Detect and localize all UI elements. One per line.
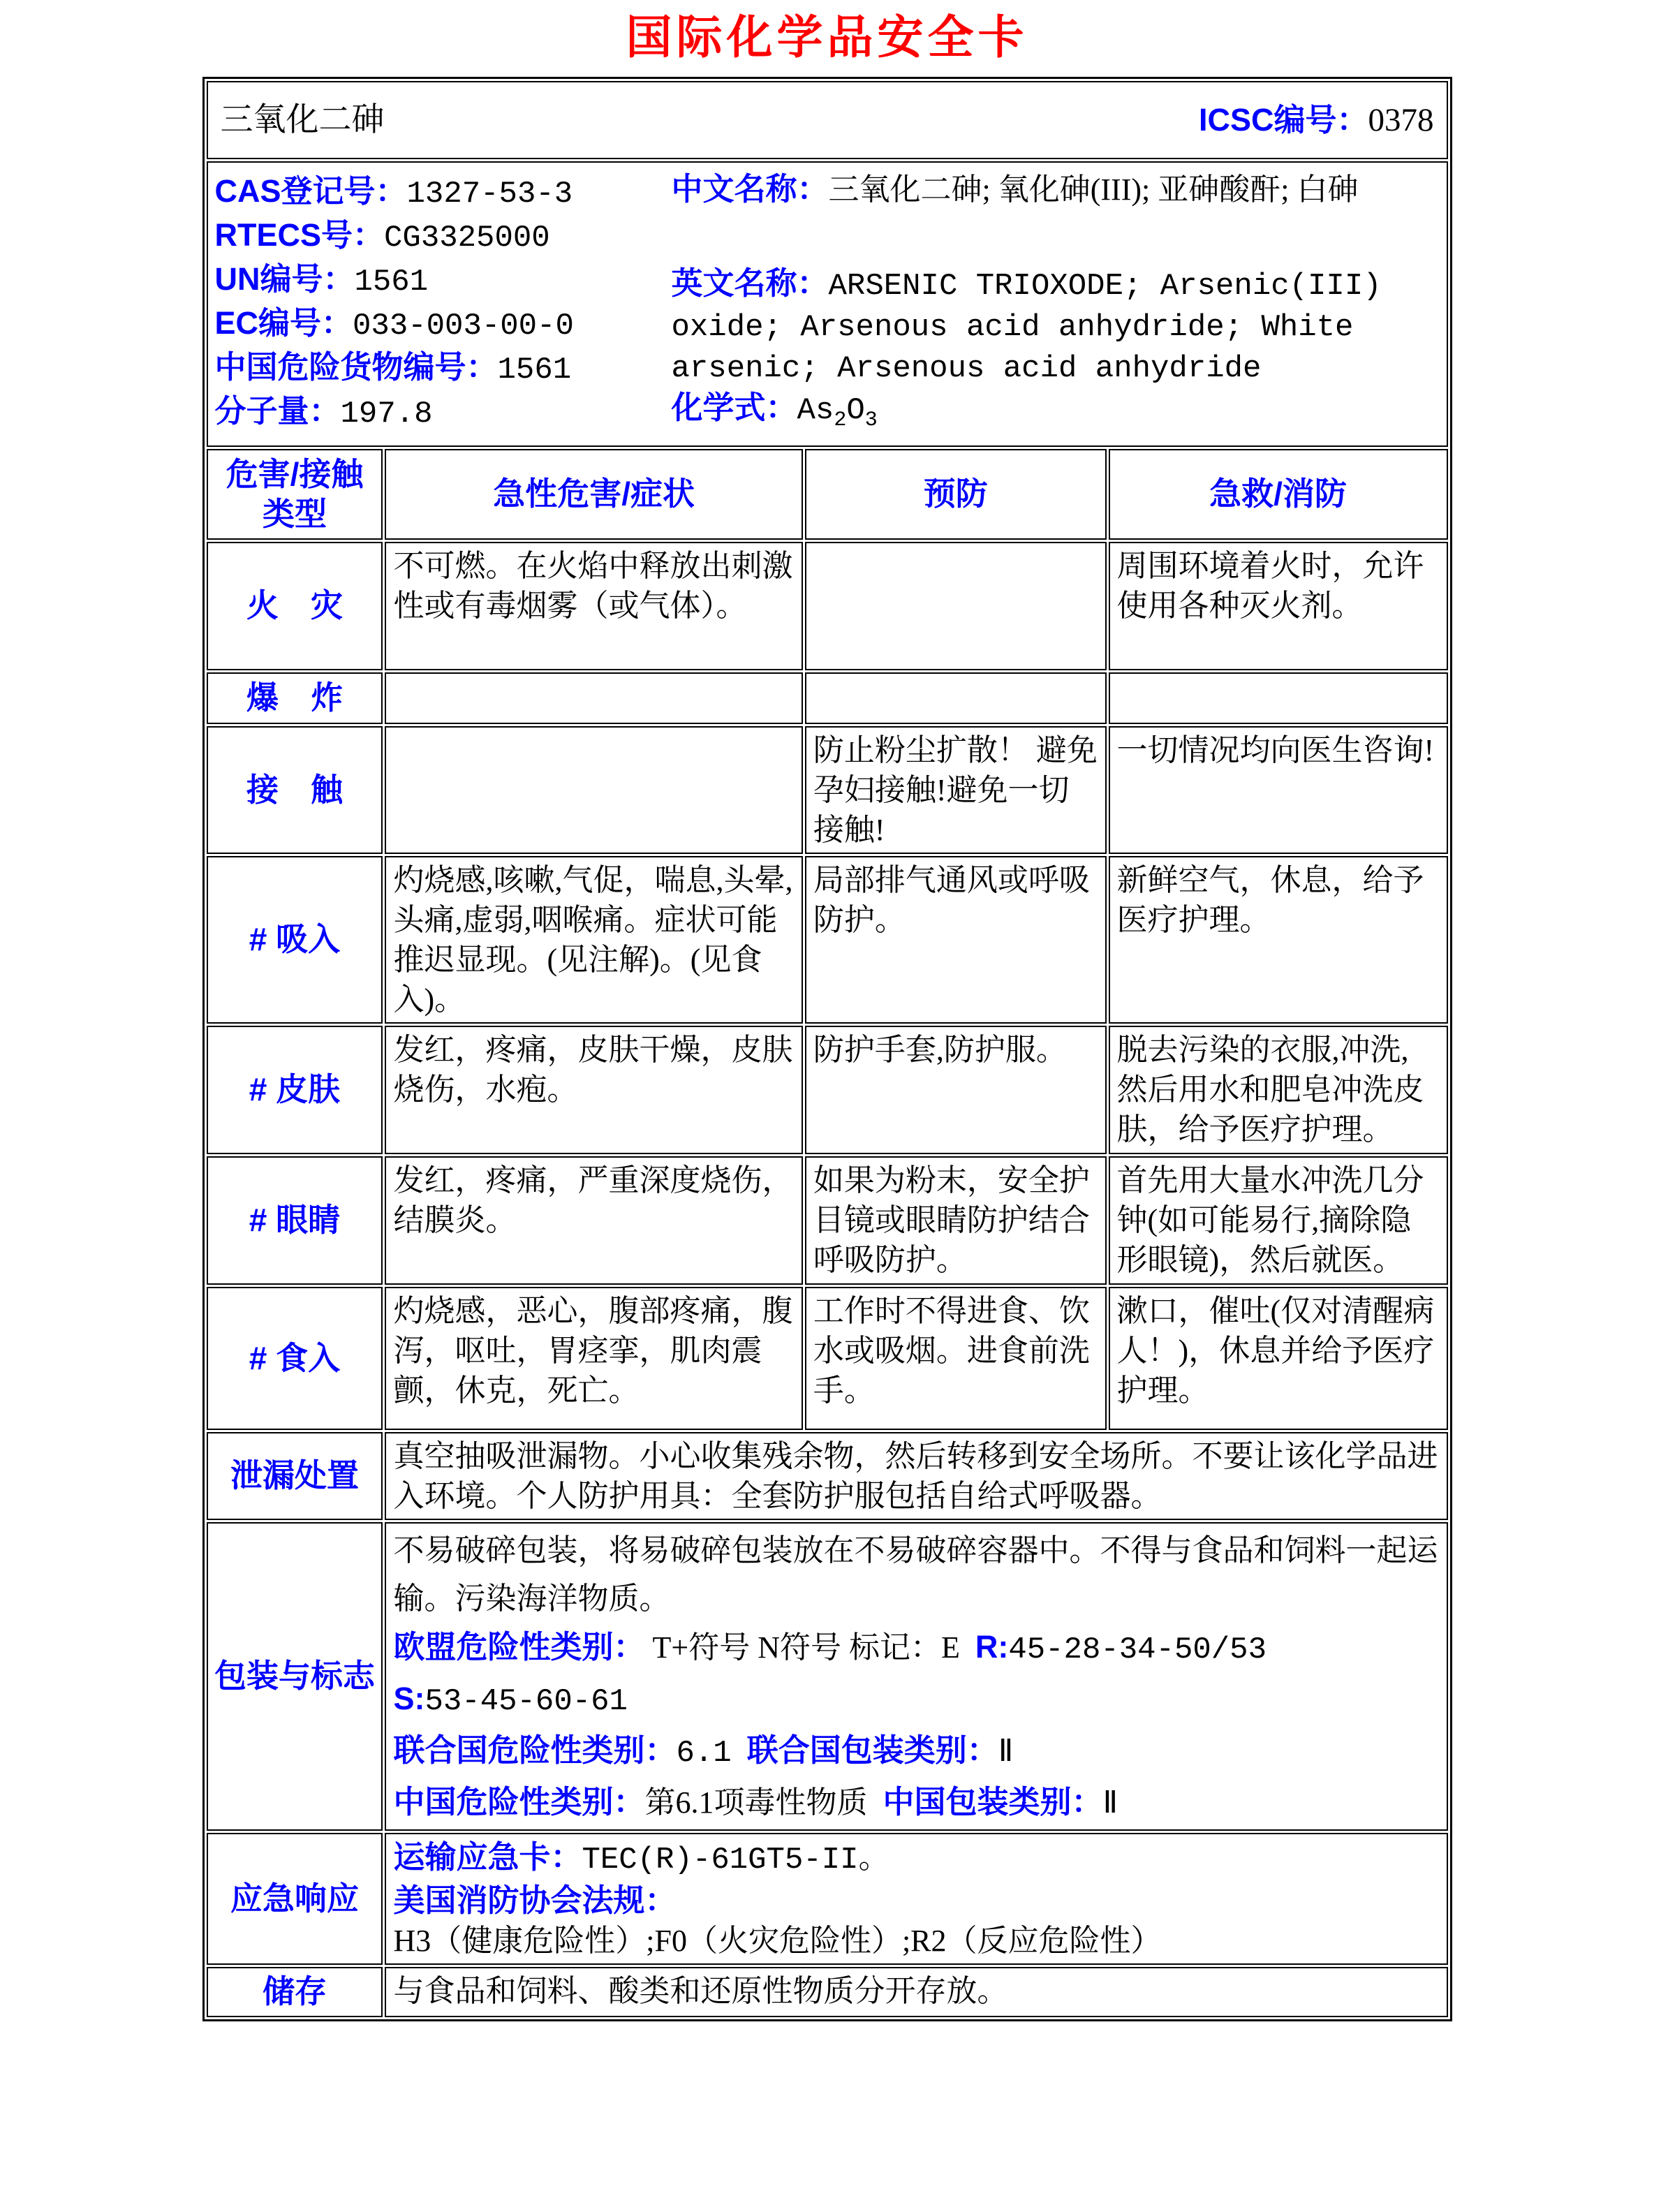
nfpa-code-label: 美国消防协会法规： (393, 1882, 677, 1918)
table-row-packaging-labeling (207, 1522, 1448, 1831)
ingestion-symptoms: 灼烧感，恶心，腹部疼痛，腹泻，呕吐，胃痉挛，肌肉震颤，休克，死亡。 (385, 1287, 802, 1430)
eyes-first-aid: 首先用大量水冲洗几分钟(如可能易行,摘除隐形眼镜)，然后就医。 (1109, 1156, 1448, 1285)
s-phrases-label: S: (393, 1680, 425, 1716)
header-prevention: 预防 (805, 449, 1107, 540)
skin-first-aid: 脱去污染的衣服,冲洗,然后用水和肥皂冲洗皮肤，给予医疗护理。 (1109, 1026, 1448, 1154)
storage-text: 与食品和饲料、酸类和还原性物质分开存放。 (385, 1967, 1447, 2017)
emergency-response-cell (385, 1833, 1447, 1965)
un-number-value: 1561 (354, 264, 429, 300)
china-dg-number-line (215, 347, 645, 390)
fire-prevention (805, 542, 1107, 670)
eu-hazard-class-line (393, 1623, 1439, 1674)
inhalation-prevention: 局部排气通风或呼吸防护。 (805, 856, 1107, 1024)
molecular-weight-line (215, 391, 645, 434)
rtecs-number-label: RTECS号： (214, 216, 385, 253)
table-row-spill-disposal (207, 1432, 1448, 1520)
table-row-emergency-response (207, 1833, 1448, 1965)
un-class-line (393, 1726, 1439, 1778)
table-row-eyes (207, 1156, 1448, 1285)
chinese-name-value: 三氧化二砷; 氧化砷(III); 亚砷酸酐; 白砷 (828, 172, 1359, 207)
explosion-first-aid (1109, 672, 1448, 724)
spill-disposal-text: 真空抽吸泄漏物。小心收集残余物，然后转移到安全场所。不要让该化学品进入环境。个人防护用具：全套防护服包括自给式呼吸器。 (385, 1432, 1447, 1520)
ec-number-line (215, 303, 645, 346)
explosion-symptoms (385, 672, 802, 724)
row-label-explosion: 爆 炸 (207, 672, 383, 724)
rtecs-number-value: CG3325000 (384, 220, 550, 256)
chinese-name-label: 中文名称： (671, 171, 829, 207)
table-row-storage (207, 1967, 1448, 2017)
icsc-number-value: 0378 (1368, 102, 1434, 138)
header-first-aid: 急救/消防 (1109, 449, 1448, 540)
packaging-labeling-cell (385, 1522, 1447, 1831)
eyes-prevention: 如果为粉末，安全护目镜或眼睛防护结合呼吸防护。 (805, 1156, 1107, 1285)
rtecs-number-line (215, 215, 645, 258)
un-hazard-class-value: 6.1 (676, 1735, 732, 1771)
r-phrases-label: R: (975, 1628, 1009, 1665)
un-packing-group-value: Ⅱ (998, 1733, 1014, 1768)
table-row-skin (207, 1026, 1448, 1154)
row-label-inhalation: # 吸入 (207, 856, 383, 1024)
ec-number-value: 033-003-00-0 (353, 308, 574, 344)
icsc-number-label: ICSC编号： (1198, 102, 1368, 138)
molecular-weight-label: 分子量： (214, 392, 341, 429)
china-dg-number-value: 1561 (497, 352, 572, 388)
transport-emergency-card-label: 运输应急卡： (393, 1838, 582, 1875)
table-row-explosion (207, 672, 1448, 724)
r-phrases-value: 45-28-34-50/53 (1008, 1632, 1267, 1667)
table-row-exposure (207, 726, 1448, 854)
chinese-name-line (672, 170, 1442, 209)
eu-hazard-class-label: 欧盟危险性类别： (393, 1628, 645, 1665)
exposure-prevention: 防止粉尘扩散！ 避免孕妇接触!避免一切接触! (805, 726, 1107, 854)
chemical-formula-line (672, 388, 1442, 440)
cas-number-line (215, 171, 645, 214)
identification-left-column (212, 168, 645, 440)
cas-number-label: CAS登记号： (214, 173, 407, 209)
cn-packing-group-value: Ⅱ (1102, 1785, 1118, 1820)
un-packing-group-label: 联合国包装类别： (746, 1732, 998, 1768)
identification-cell (207, 161, 1448, 447)
row-label-storage: 储存 (207, 1967, 383, 2017)
identification-right-column (645, 168, 1442, 440)
skin-symptoms: 发红，疼痛，皮肤干燥，皮肤烧伤，水疱。 (385, 1026, 802, 1154)
exposure-symptoms (385, 726, 802, 854)
molecular-weight-value: 197.8 (340, 396, 433, 432)
cn-class-line (393, 1778, 1439, 1827)
table-row-fire (207, 542, 1448, 670)
chemical-formula-label: 化学式： (671, 390, 797, 425)
identification-row (207, 161, 1448, 447)
card-header-cell (207, 81, 1448, 159)
english-name-value: ARSENIC TRIOXODE; Arsenic(III) oxide; Arsenous acid anhydride; White arsenic; Arsenous acid anhydride (671, 269, 1382, 386)
transport-emergency-card-line (393, 1837, 1439, 1880)
fire-symptoms: 不可燃。在火焰中释放出刺激性或有毒烟雾（或气体）。 (385, 542, 802, 670)
icsc-number-group (1199, 100, 1434, 140)
row-label-emergency-response: 应急响应 (207, 1833, 383, 1965)
eyes-symptoms: 发红，疼痛，严重深度烧伤，结膜炎。 (385, 1156, 802, 1285)
un-hazard-class-label: 联合国危险性类别： (393, 1732, 677, 1768)
card-header-row (207, 81, 1448, 159)
row-label-ingestion: # 食入 (207, 1287, 383, 1430)
skin-prevention: 防护手套,防护服。 (805, 1026, 1107, 1154)
s-phrases-line (393, 1674, 1439, 1726)
s-phrases-value: 53-45-60-61 (424, 1683, 628, 1719)
nfpa-code-line (393, 1880, 1439, 1961)
inhalation-first-aid: 新鲜空气，休息，给予医疗护理。 (1109, 856, 1448, 1024)
ec-number-label: EC编号： (214, 304, 353, 341)
exposure-first-aid: 一切情况均向医生咨询! (1109, 726, 1448, 854)
explosion-prevention (805, 672, 1107, 724)
transport-emergency-card-value: TEC(R)-61GT5-II。 (582, 1842, 889, 1878)
row-label-eyes: # 眼睛 (207, 1156, 383, 1285)
china-dg-number-label: 中国危险货物编号： (214, 348, 498, 385)
header-acute-symptoms: 急性危害/症状 (385, 449, 802, 540)
row-label-fire: 火 灾 (207, 542, 383, 670)
row-label-spill-disposal: 泄漏处置 (207, 1432, 383, 1520)
un-number-line (215, 259, 645, 302)
row-label-skin: # 皮肤 (207, 1026, 383, 1154)
fire-first-aid: 周围环境着火时，允许使用各种灭火剂。 (1109, 542, 1448, 670)
english-name-label: 英文名称： (671, 265, 829, 301)
header-hazard-type: 危害/接触类型 (207, 449, 383, 540)
hazard-header-row (207, 449, 1448, 540)
chemical-formula-value: $As_2O_3$ (797, 393, 878, 432)
nfpa-code-value: H3（健康危险性）;F0（火灾危险性）;R2（反应危险性） (393, 1923, 1162, 1958)
un-number-label: UN编号： (214, 260, 355, 297)
substance-name: 三氧化二砷 (220, 101, 385, 138)
ingestion-first-aid: 漱口，催吐(仅对清醒病人！)，休息并给予医疗护理。 (1109, 1287, 1448, 1430)
english-name-line (672, 264, 1442, 388)
row-label-packaging-labeling: 包装与标志 (207, 1522, 383, 1831)
icsc-card-table (202, 77, 1452, 2021)
packaging-intro-text: 不易破碎包装，将易破碎包装放在不易破碎容器中。不得与食品和饲料一起运输。污染海洋物质。 (393, 1533, 1438, 1616)
cn-hazard-class-value: 第6.1项毒性物质 (644, 1785, 868, 1820)
cas-number-value: 1327-53-3 (406, 177, 573, 212)
row-label-exposure: 接 触 (207, 726, 383, 854)
inhalation-symptoms: 灼烧感,咳嗽,气促，喘息,头晕,头痛,虚弱,咽喉痛。症状可能推迟显现。(见注解)。(见食入)。 (385, 856, 802, 1024)
eu-hazard-class-value: T+符号 N符号 标记：E (652, 1630, 960, 1665)
table-row-inhalation (207, 856, 1448, 1024)
ingestion-prevention: 工作时不得进食、饮水或吸烟。进食前洗手。 (805, 1287, 1107, 1430)
table-row-ingestion (207, 1287, 1448, 1430)
cn-hazard-class-label: 中国危险性类别： (393, 1783, 645, 1820)
cn-packing-group-label: 中国包装类别： (883, 1783, 1103, 1820)
page-title: 国际化学品安全卡 (626, 10, 1028, 64)
